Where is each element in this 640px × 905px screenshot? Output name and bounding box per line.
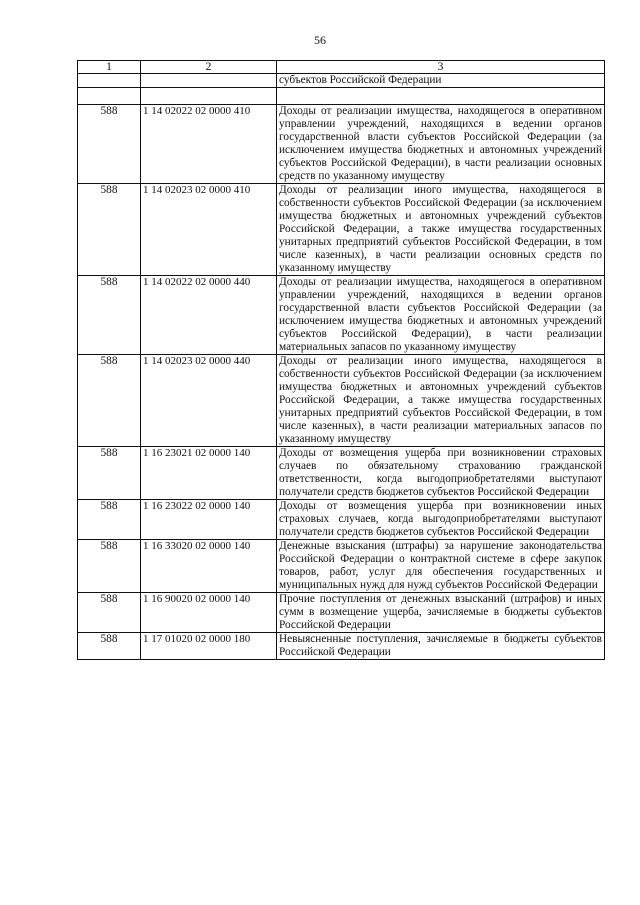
description-cell: Невыясненные поступления, зачисляемые в бюджеты субъектов Российской Федерации: [277, 633, 605, 660]
spacer-cell: [141, 88, 277, 105]
table-row: [78, 105, 605, 184]
table-row: [78, 184, 605, 276]
admin-code-cell: 588: [78, 540, 141, 593]
kbk-code-cell: 1 16 33020 02 0000 140: [141, 540, 277, 593]
continuation-text: субъектов Российской Федерации: [277, 74, 605, 88]
header-col-1: 1: [78, 61, 141, 74]
kbk-code-cell: 1 14 02023 02 0000 410: [141, 184, 277, 276]
table-row: [78, 447, 605, 500]
description-cell: Доходы от возмещения ущерба при возникновении страховых случаев по обязательному страхованию гражданской ответственности, когда выгодоприобретателями выступают получатели средств бюджетов субъектов Российской Федерации: [277, 447, 605, 500]
spacer-cell: [78, 88, 141, 105]
kbk-code-cell: 1 16 23021 02 0000 140: [141, 447, 277, 500]
table-row: [78, 633, 605, 660]
table-row: [78, 500, 605, 540]
description-cell: Денежные взыскания (штрафы) за нарушение законодательства Российской Федерации о контрактной системе в сфере закупок товаров, работ, услуг для обеспечения государственных и муниципальных нужд для нужд субъектов Российской Федерации: [277, 540, 605, 593]
admin-code-cell: 588: [78, 105, 141, 184]
table-row: [78, 355, 605, 447]
kbk-code-cell: 1 14 02023 02 0000 440: [141, 355, 277, 447]
description-cell: Доходы от реализации имущества, находящегося в оперативном управлении учреждений, находящихся в ведении органов государственной власти субъектов Российской Федерации (за исключением имущества бюджетных и автономных учреждений субъектов Российской Федерации), в части реализации основных средств по указанному имуществу: [277, 105, 605, 184]
revenue-codes-table: [77, 60, 605, 660]
description-cell: Доходы от возмещения ущерба при возникновении иных страховых случаев, когда выгодоприобретателями выступают получатели средств бюджетов субъектов Российской Федерации: [277, 500, 605, 540]
description-cell: Доходы от реализации иного имущества, находящегося в собственности субъектов Российской Федерации (за исключением имущества бюджетных и автономных учреждений субъектов Российской Федерации, а также имущества государственных унитарных предприятий субъектов Российской Федерации, в том числе казенных), в части реализации основных средств по указанному имуществу: [277, 184, 605, 276]
kbk-code-cell: 1 16 23022 02 0000 140: [141, 500, 277, 540]
table-row: [78, 276, 605, 355]
kbk-code-cell: 1 14 02022 02 0000 410: [141, 105, 277, 184]
kbk-code-cell: 1 16 90020 02 0000 140: [141, 593, 277, 633]
admin-code-cell: 588: [78, 500, 141, 540]
page-number: 56: [314, 33, 326, 47]
description-cell: Доходы от реализации иного имущества, находящегося в собственности субъектов Российской Федерации (за исключением имущества бюджетных и автономных учреждений субъектов Российской Федерации, а также имущества государственных унитарных предприятий субъектов Российской Федерации, в том числе казенных), в части реализации материальных запасов по указанному имуществу: [277, 355, 605, 447]
spacer-row: [78, 88, 605, 105]
admin-code-cell: 588: [78, 633, 141, 660]
admin-code-cell: 588: [78, 593, 141, 633]
table-row: [78, 540, 605, 593]
continuation-empty-cell: [141, 74, 277, 88]
header-col-2: 2: [141, 61, 277, 74]
description-cell: Доходы от реализации имущества, находящегося в оперативном управлении учреждений, находящихся в ведении органов государственной власти субъектов Российской Федерации (за исключением имущества бюджетных и автономных учреждений субъектов Российской Федерации), в части реализации материальных запасов по указанному имуществу: [277, 276, 605, 355]
kbk-code-cell: 1 17 01020 02 0000 180: [141, 633, 277, 660]
spacer-cell: [277, 88, 605, 105]
kbk-code-cell: 1 14 02022 02 0000 440: [141, 276, 277, 355]
header-col-3: 3: [277, 61, 605, 74]
description-cell: Прочие поступления от денежных взысканий (штрафов) и иных сумм в возмещение ущерба, зачисляемые в бюджеты субъектов Российской Федерации: [277, 593, 605, 633]
continuation-empty-cell: [78, 74, 141, 88]
admin-code-cell: 588: [78, 184, 141, 276]
admin-code-cell: 588: [78, 276, 141, 355]
admin-code-cell: 588: [78, 355, 141, 447]
table-header-row: [78, 61, 605, 74]
table-row: [78, 593, 605, 633]
admin-code-cell: 588: [78, 447, 141, 500]
continuation-row: [78, 74, 605, 88]
